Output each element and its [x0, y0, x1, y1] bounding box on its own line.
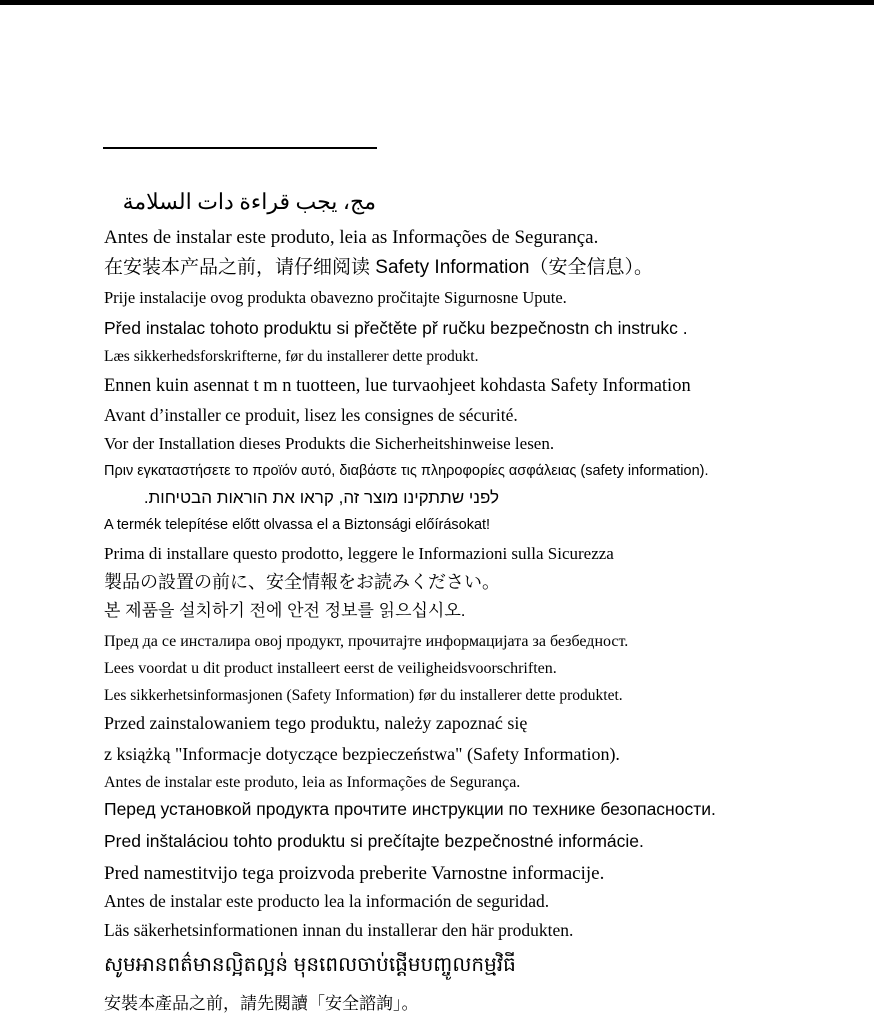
line-arabic: ﻣﺞ، ﻳﺠﺐ ﻗﺮاءة ﺩاﺕ اﻟﺴﻼﻣﺔ — [122, 189, 376, 214]
line-portuguese-pt: Antes de instalar este produto, leia as Informações de Segurança. — [104, 774, 521, 791]
line-portuguese-br: Antes de instalar este produto, leia as Informações de Segurança. — [104, 227, 599, 248]
line-croatian: Prije instalacije ovog produkta obavezno pročitajte Sigurnosne Upute. — [104, 288, 567, 307]
line-swedish: Läs säkerhetsinformationen innan du installerar den här produkten. — [104, 920, 574, 940]
line-korean: 본 제품을 설치하기 전에 안전 정보를 읽으십시오. — [104, 601, 466, 620]
line-chinese-simplified: 在安装本产品之前，请仔细阅读 Safety Information（安全信息）。 — [104, 257, 653, 278]
line-italian: Prima di installare questo prodotto, leggere le Informazioni sulla Sicurezza — [104, 544, 614, 563]
line-spanish: Antes de instalar este producto lea la información de seguridad. — [104, 891, 550, 911]
line-slovak: Pred inštaláciou tohto produktu si prečítajte bezpečnostné informácie. — [104, 831, 644, 851]
line-greek: Πριν εγκαταστήσετε το προϊόν αυτό, διαβάστε τις πληροφορίες ασφάλειας (safety information). — [104, 463, 709, 479]
line-polish-2: z książką "Informacje dotyczące bezpieczeństwa" (Safety Information). — [104, 744, 620, 764]
line-german: Vor der Installation dieses Produkts die Sicherheitshinweise lesen. — [104, 434, 555, 453]
line-khmer: សូមអានពត៌មានល្អិតល្អន់ មុនពេលចាប់ផ្ដើមបញ្ចូលកម្មវិធី — [104, 954, 516, 976]
line-hungarian: A termék telepítése előtt olvassa el a Biztonsági előírásokat! — [104, 517, 491, 533]
line-french: Avant d’installer ce produit, lisez les consignes de sécurité. — [104, 405, 518, 425]
section-rule — [103, 147, 377, 149]
line-hebrew: לפני שתתקינו מוצר זה, קראו את הוראות הבטיחות. — [143, 488, 499, 507]
line-polish-1: Przed zainstalowaniem tego produktu, należy zapoznać się — [104, 713, 528, 733]
line-finnish: Ennen kuin asennat t m n tuotteen, lue turvaohjeet kohdasta Safety Information — [104, 376, 691, 396]
line-dutch: Lees voordat u dit product installeert eerst de veiligheidsvoorschriften. — [104, 660, 557, 677]
line-norwegian: Les sikkerhetsinformasjonen (Safety Information) før du installerer dette produktet. — [104, 687, 623, 704]
top-rule — [0, 0, 874, 5]
line-danish: Læs sikkerhedsforskrifterne, før du installerer dette produkt. — [104, 348, 479, 365]
line-macedonian: Пред да се инсталира овој продукт, прочитајте информацијата за безбедност. — [104, 633, 629, 650]
line-czech: Před instalac tohoto produktu si přečtěte př ručku bezpečnostn ch instrukc . — [104, 318, 688, 338]
line-japanese: 製品の設置の前に、安全情報をお読みください。 — [104, 572, 500, 592]
line-chinese-traditional: 安裝本產品之前，請先閱讀「安全諮詢」。 — [104, 994, 419, 1013]
line-russian: Перед установкой продукта прочтите инструкции по технике безопасности. — [104, 799, 716, 819]
line-slovenian: Pred namestitvijo tega proizvoda preberite Varnostne informacije. — [104, 863, 605, 884]
